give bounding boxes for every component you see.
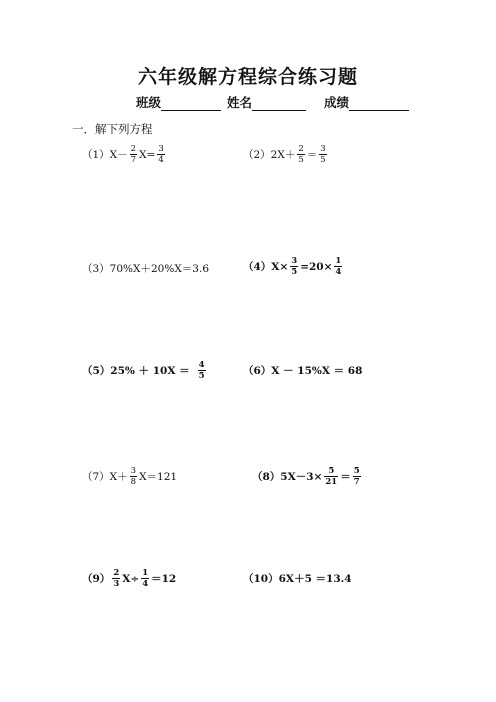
section-heading: 一．解下列方程 bbox=[72, 122, 153, 136]
fraction-numerator: 1 bbox=[335, 256, 342, 266]
class-blank bbox=[161, 97, 221, 111]
fraction-denominator: 8 bbox=[130, 477, 137, 487]
problem-9-lead: （9） bbox=[82, 573, 111, 585]
problem-9 bbox=[82, 568, 176, 589]
problem-3-text: （3）70%X＋20%X＝3.6 bbox=[82, 263, 210, 275]
score-blank bbox=[349, 97, 409, 111]
problem-7-fraction-1 bbox=[130, 466, 137, 487]
class-label: 班级 bbox=[136, 95, 162, 110]
fraction-numerator: 3 bbox=[130, 466, 137, 476]
problem-1-fraction-2 bbox=[157, 144, 164, 165]
problem-8 bbox=[252, 466, 363, 487]
problem-5-lead: （5）25% ＋ 10X ＝ bbox=[82, 365, 190, 377]
fraction-numerator: 5 bbox=[328, 466, 335, 476]
page-title: 六年级解方程综合练习题 bbox=[137, 66, 358, 88]
problem-5 bbox=[82, 360, 208, 381]
problem-9-fraction-1 bbox=[112, 568, 120, 589]
problem-7-lead: （7）X＋ bbox=[82, 471, 128, 483]
problem-8-fraction-1 bbox=[324, 466, 338, 487]
fraction-denominator: 5 bbox=[291, 267, 298, 277]
fraction-denominator: 4 bbox=[142, 579, 149, 589]
score-label: 成绩 bbox=[324, 95, 350, 110]
problem-4-lead: （4）X× bbox=[243, 261, 289, 273]
fraction-denominator: 5 bbox=[298, 155, 304, 165]
problem-2-lead: （2）2X＋ bbox=[243, 149, 296, 161]
name-blank bbox=[252, 97, 306, 111]
fraction-numerator: 3 bbox=[291, 256, 298, 266]
problem-7-mid: X＝121 bbox=[139, 471, 178, 483]
fraction-denominator: 7 bbox=[130, 155, 137, 165]
problem-1-lead: （1）X－ bbox=[82, 149, 128, 161]
problem-8-fraction-2 bbox=[353, 466, 361, 487]
problem-9-fraction-2 bbox=[141, 568, 149, 589]
fraction-numerator: 2 bbox=[130, 144, 137, 154]
fraction-numerator: 5 bbox=[353, 466, 360, 476]
problem-2-mid: ＝ bbox=[306, 149, 318, 161]
fraction-numerator: 1 bbox=[142, 568, 149, 578]
fraction-numerator: 2 bbox=[298, 144, 304, 154]
problem-7 bbox=[82, 466, 177, 487]
fraction-numerator: 2 bbox=[113, 568, 120, 578]
problem-4-fraction-1 bbox=[290, 256, 298, 277]
problem-9-mid: X÷ bbox=[122, 572, 140, 585]
problem-4-mid: =20× bbox=[300, 260, 333, 273]
fraction-denominator: 4 bbox=[335, 267, 342, 277]
problem-9-tail: ＝12 bbox=[151, 573, 177, 585]
problem-4-fraction-2 bbox=[334, 256, 342, 277]
problem-2-fraction-1 bbox=[297, 144, 304, 165]
problem-3 bbox=[82, 261, 209, 276]
problem-2 bbox=[243, 144, 329, 165]
problem-4 bbox=[243, 256, 344, 277]
problem-8-lead: （8）5X－3× bbox=[252, 471, 323, 483]
fraction-denominator: 5 bbox=[320, 155, 326, 165]
problem-5-fraction-1 bbox=[198, 360, 206, 381]
fraction-numerator: 3 bbox=[158, 144, 164, 154]
fraction-numerator: 4 bbox=[198, 360, 205, 370]
fraction-denominator: 21 bbox=[325, 477, 338, 487]
fraction-denominator: 4 bbox=[158, 155, 164, 165]
problem-2-fraction-2 bbox=[319, 144, 326, 165]
problem-10 bbox=[243, 571, 352, 586]
fraction-denominator: 5 bbox=[198, 371, 205, 381]
problem-1 bbox=[82, 144, 167, 165]
problem-6 bbox=[243, 363, 362, 378]
name-label: 姓名 bbox=[227, 95, 253, 110]
problem-10-text: （10）6X＋5 ＝13.4 bbox=[243, 573, 352, 585]
fraction-numerator: 3 bbox=[320, 144, 326, 154]
problem-8-mid: ＝ bbox=[340, 471, 351, 483]
problem-1-fraction-1 bbox=[130, 144, 137, 165]
fraction-denominator: 7 bbox=[353, 477, 360, 487]
problem-6-text: （6）X － 15%X ＝ 68 bbox=[243, 365, 363, 377]
fraction-denominator: 3 bbox=[113, 579, 120, 589]
student-info-line bbox=[136, 93, 409, 111]
problem-1-mid: X= bbox=[139, 148, 156, 161]
